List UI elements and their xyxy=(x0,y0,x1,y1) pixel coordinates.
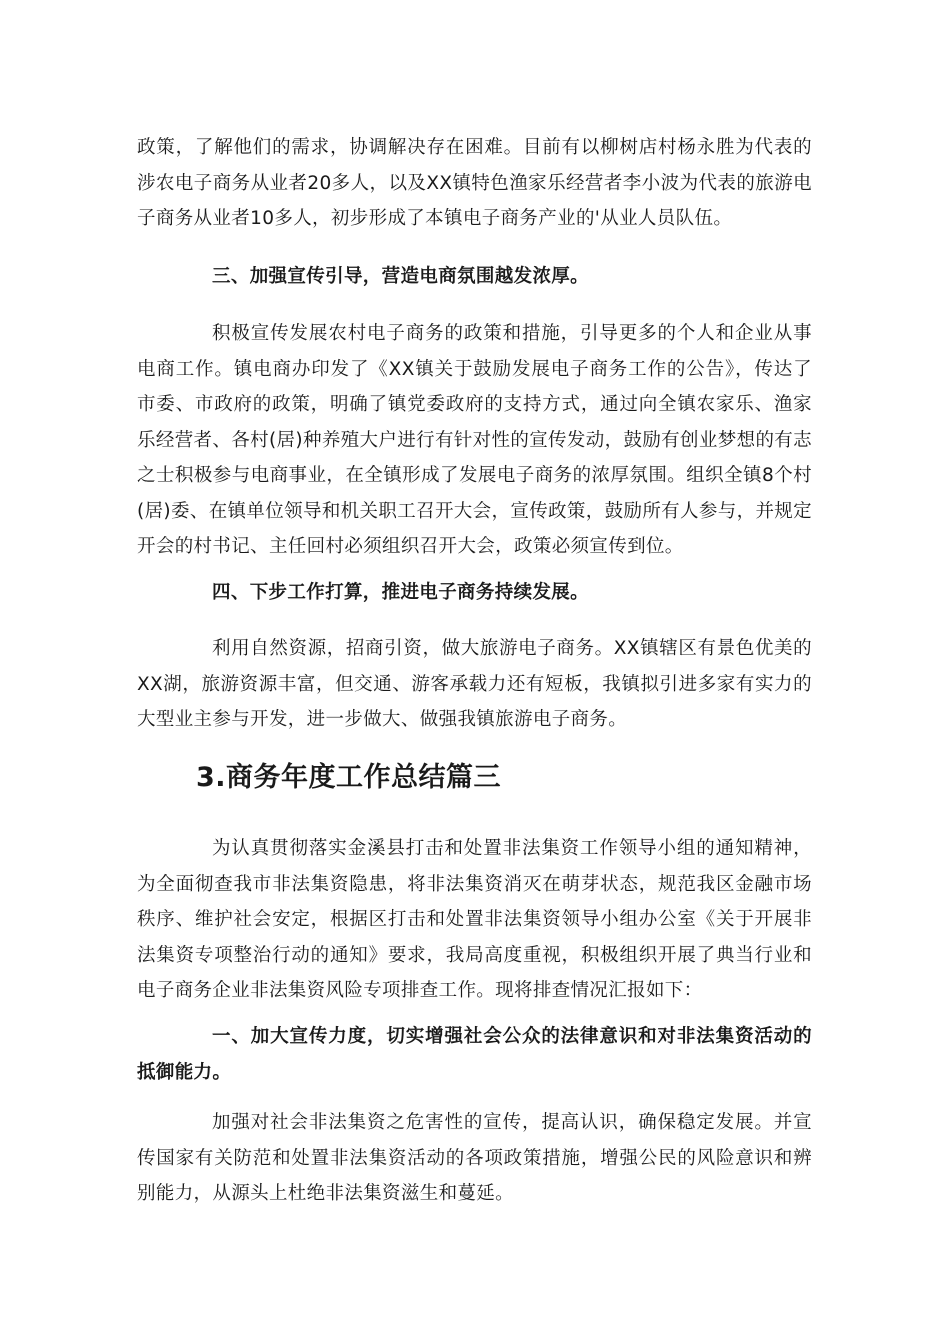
paragraph-publicity: 积极宣传发展农村电子商务的政策和措施，引导更多的个人和企业从事电商工作。镇电商办印发了《XX镇关于鼓励发展电子商务工作的公告》，传达了市委、市政府的政策，明确了镇党委政府的支持方式，通过向全镇农家乐、渔家乐经营者、各村(居)种养殖大户进行有针对性的宣传发动，鼓励有创业梦想的有志之士积极参与电商事业，在全镇形成了发展电子商务的浓厚氛围。组织全镇8个村(居)委、在镇单位领导和机关职工召开大会，宣传政策，鼓励所有人参与，并规定开会的村书记、主任回村必须组织召开大会，政策必须宣传到位。 xyxy=(137,323,812,557)
paragraph-awareness: 加强对社会非法集资之危害性的宣传，提高认识，确保稳定发展。并宣传国家有关防范和处置非法集资活动的各项政策措施，增强公民的风险意识和辨别能力，从源头上杜绝非法集资滋生和蔓延。 xyxy=(137,1112,812,1204)
section-heading-4: 四、下步工作打算，推进电子商务持续发展。 xyxy=(212,582,590,603)
section-heading-3: 三、加强宣传引导，营造电商氛围越发浓厚。 xyxy=(212,266,590,287)
paragraph-plan: 利用自然资源，招商引资，做大旅游电子商务。XX镇辖区有景色优美的XX湖，旅游资源丰富，但交通、游客承载力还有短板，我镇拟引进多家有实力的大型业主参与开发，进一步做大、做强我镇旅游电子商务。 xyxy=(137,638,812,730)
paragraph-continuation: 政策，了解他们的需求，协调解决存在困难。目前有以柳树店村杨永胜为代表的涉农电子商务从业者20多人，以及XX镇特色渔家乐经营者李小波为代表的旅游电子商务从业者10多人，初步形成了本镇电子商务产业的'从业人员队伍。 xyxy=(137,137,812,229)
chapter-title: 3.商务年度工作总结篇三 xyxy=(196,762,502,793)
paragraph-intro: 为认真贯彻落实金溪县打击和处置非法集资工作领导小组的通知精神，为全面彻查我市非法集资隐患，将非法集资消灭在萌芽状态，规范我区金融市场秩序、维护社会安定，根据区打击和处置非法集资领导小组办公室《关于开展非法集资专项整治行动的通知》要求，我局高度重视，积极组织开展了典当行业和电子商务企业非法集资风险专项排查工作。现将排查情况汇报如下： xyxy=(137,838,812,1001)
section-heading-1: 一、加大宣传力度，切实增强社会公众的法律意识和对非法集资活动的抵御能力。 xyxy=(137,1026,812,1083)
